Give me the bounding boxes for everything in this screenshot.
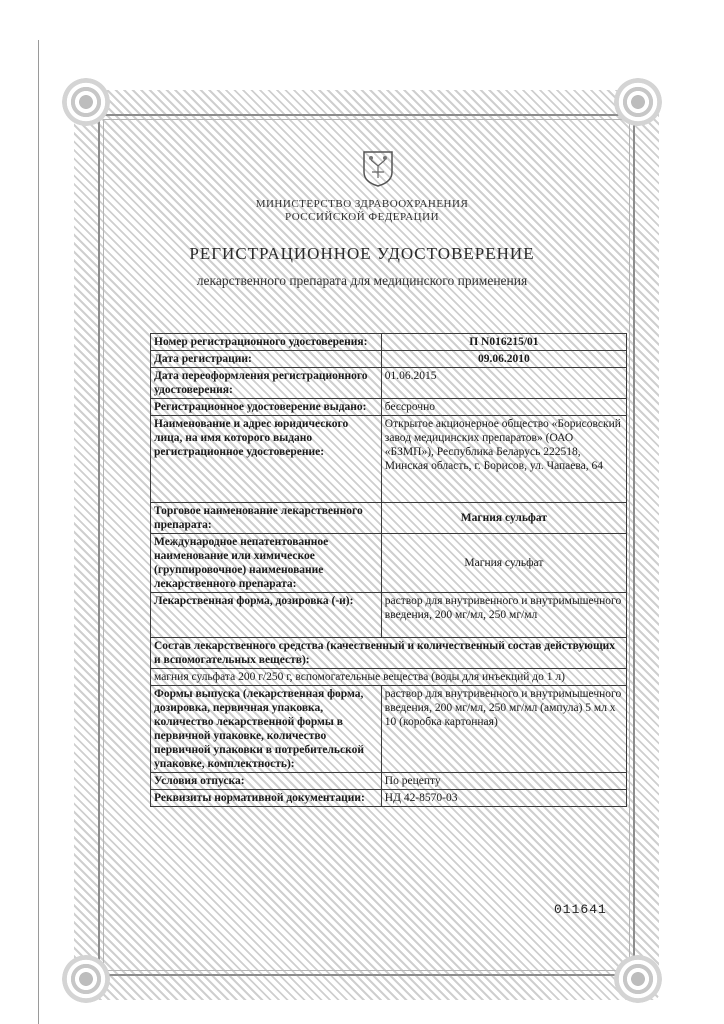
table-row bbox=[151, 773, 627, 790]
serial-number: 011641 bbox=[554, 902, 607, 917]
reg-date-value: 09.06.2010 bbox=[381, 351, 626, 368]
document-title: РЕГИСТРАЦИОННОЕ УДОСТОВЕРЕНИЕ bbox=[189, 244, 535, 263]
composition-value: магния сульфата 200 г/250 г, вспомогательные вещества (воды для инъекций до 1 л) bbox=[151, 669, 627, 686]
dispensing-value: По рецепту bbox=[381, 773, 626, 790]
composition-label: Состав лекарственного средства (качественный и количественный состав действующих и вспомогательных веществ): bbox=[151, 638, 627, 669]
corner-ornament-top-left bbox=[62, 78, 110, 126]
inn-label: Международное непатентованное наименование или химическое (группировочное) наименование лекарственного препарата: bbox=[151, 534, 382, 593]
normative-doc-label: Реквизиты нормативной документации: bbox=[151, 790, 382, 807]
scan-edge-line bbox=[38, 40, 39, 1024]
form-value: раствор для внутривенного и внутримышечного введения, 200 мг/мл, 250 мг/мл bbox=[381, 593, 626, 638]
form-label: Лекарственная форма, дозировка (-и): bbox=[151, 593, 382, 638]
table-row bbox=[151, 334, 627, 351]
table-row bbox=[151, 368, 627, 399]
trade-name-value: Магния сульфат bbox=[381, 503, 626, 534]
reg-number-label: Номер регистрационного удостоверения: bbox=[151, 334, 382, 351]
reg-date-label: Дата регистрации: bbox=[151, 351, 382, 368]
table-row bbox=[151, 399, 627, 416]
table-row bbox=[151, 416, 627, 503]
dispensing-label: Условия отпуска: bbox=[151, 773, 382, 790]
trade-name-label: Торговое наименование лекарственного препарата: bbox=[151, 503, 382, 534]
registration-table bbox=[150, 333, 627, 807]
corner-ornament-top-right bbox=[614, 78, 662, 126]
table-row bbox=[151, 790, 627, 807]
reissue-date-label: Дата переоформления регистрационного удостоверения: bbox=[151, 368, 382, 399]
inn-value: Магния сульфат bbox=[381, 534, 626, 593]
release-forms-label: Формы выпуска (лекарственная форма, дозировка, первичная упаковка, количество лекарственной формы в первичной упаковке, количество первичной упаковки в потребительской упаковке, комплектность): bbox=[151, 686, 382, 773]
document-subtitle: лекарственного препарата для медицинского применения bbox=[196, 273, 528, 288]
release-forms-value: раствор для внутривенного и внутримышечного введения, 200 мг/мл, 250 мг/мл (ампула) 5 мл х 10 (коробка картонная) bbox=[381, 686, 626, 773]
holder-label: Наименование и адрес юридического лица, на имя которого выдано регистрационное удостоверение: bbox=[151, 416, 382, 503]
coat-of-arms-emblem bbox=[360, 148, 396, 188]
corner-ornament-bottom-left bbox=[62, 955, 110, 1003]
table-row bbox=[151, 593, 627, 638]
reissue-date-value: 01.06.2015 bbox=[381, 368, 626, 399]
ministry-line-2: РОССИЙСКОЙ ФЕДЕРАЦИИ bbox=[284, 211, 440, 223]
corner-ornament-bottom-right bbox=[614, 955, 662, 1003]
reg-number-value: П N016215/01 bbox=[381, 334, 626, 351]
normative-doc-value: НД 42-8570-03 bbox=[381, 790, 626, 807]
holder-value: Открытое акционерное общество «Борисовский завод медицинских препаратов» (ОАО «БЗМП»), Республика Беларусь 222518, Минская область, г. Борисов, ул. Чапаева, 64 bbox=[381, 416, 626, 503]
ministry-line-1: МИНИСТЕРСТВО ЗДРАВООХРАНЕНИЯ bbox=[255, 198, 469, 210]
table-row bbox=[151, 534, 627, 593]
issued-for-value: бессрочно bbox=[381, 399, 626, 416]
table-row bbox=[151, 351, 627, 368]
table-row bbox=[151, 638, 627, 669]
table-row bbox=[151, 686, 627, 773]
table-row bbox=[151, 503, 627, 534]
issued-for-label: Регистрационное удостоверение выдано: bbox=[151, 399, 382, 416]
table-row bbox=[151, 669, 627, 686]
